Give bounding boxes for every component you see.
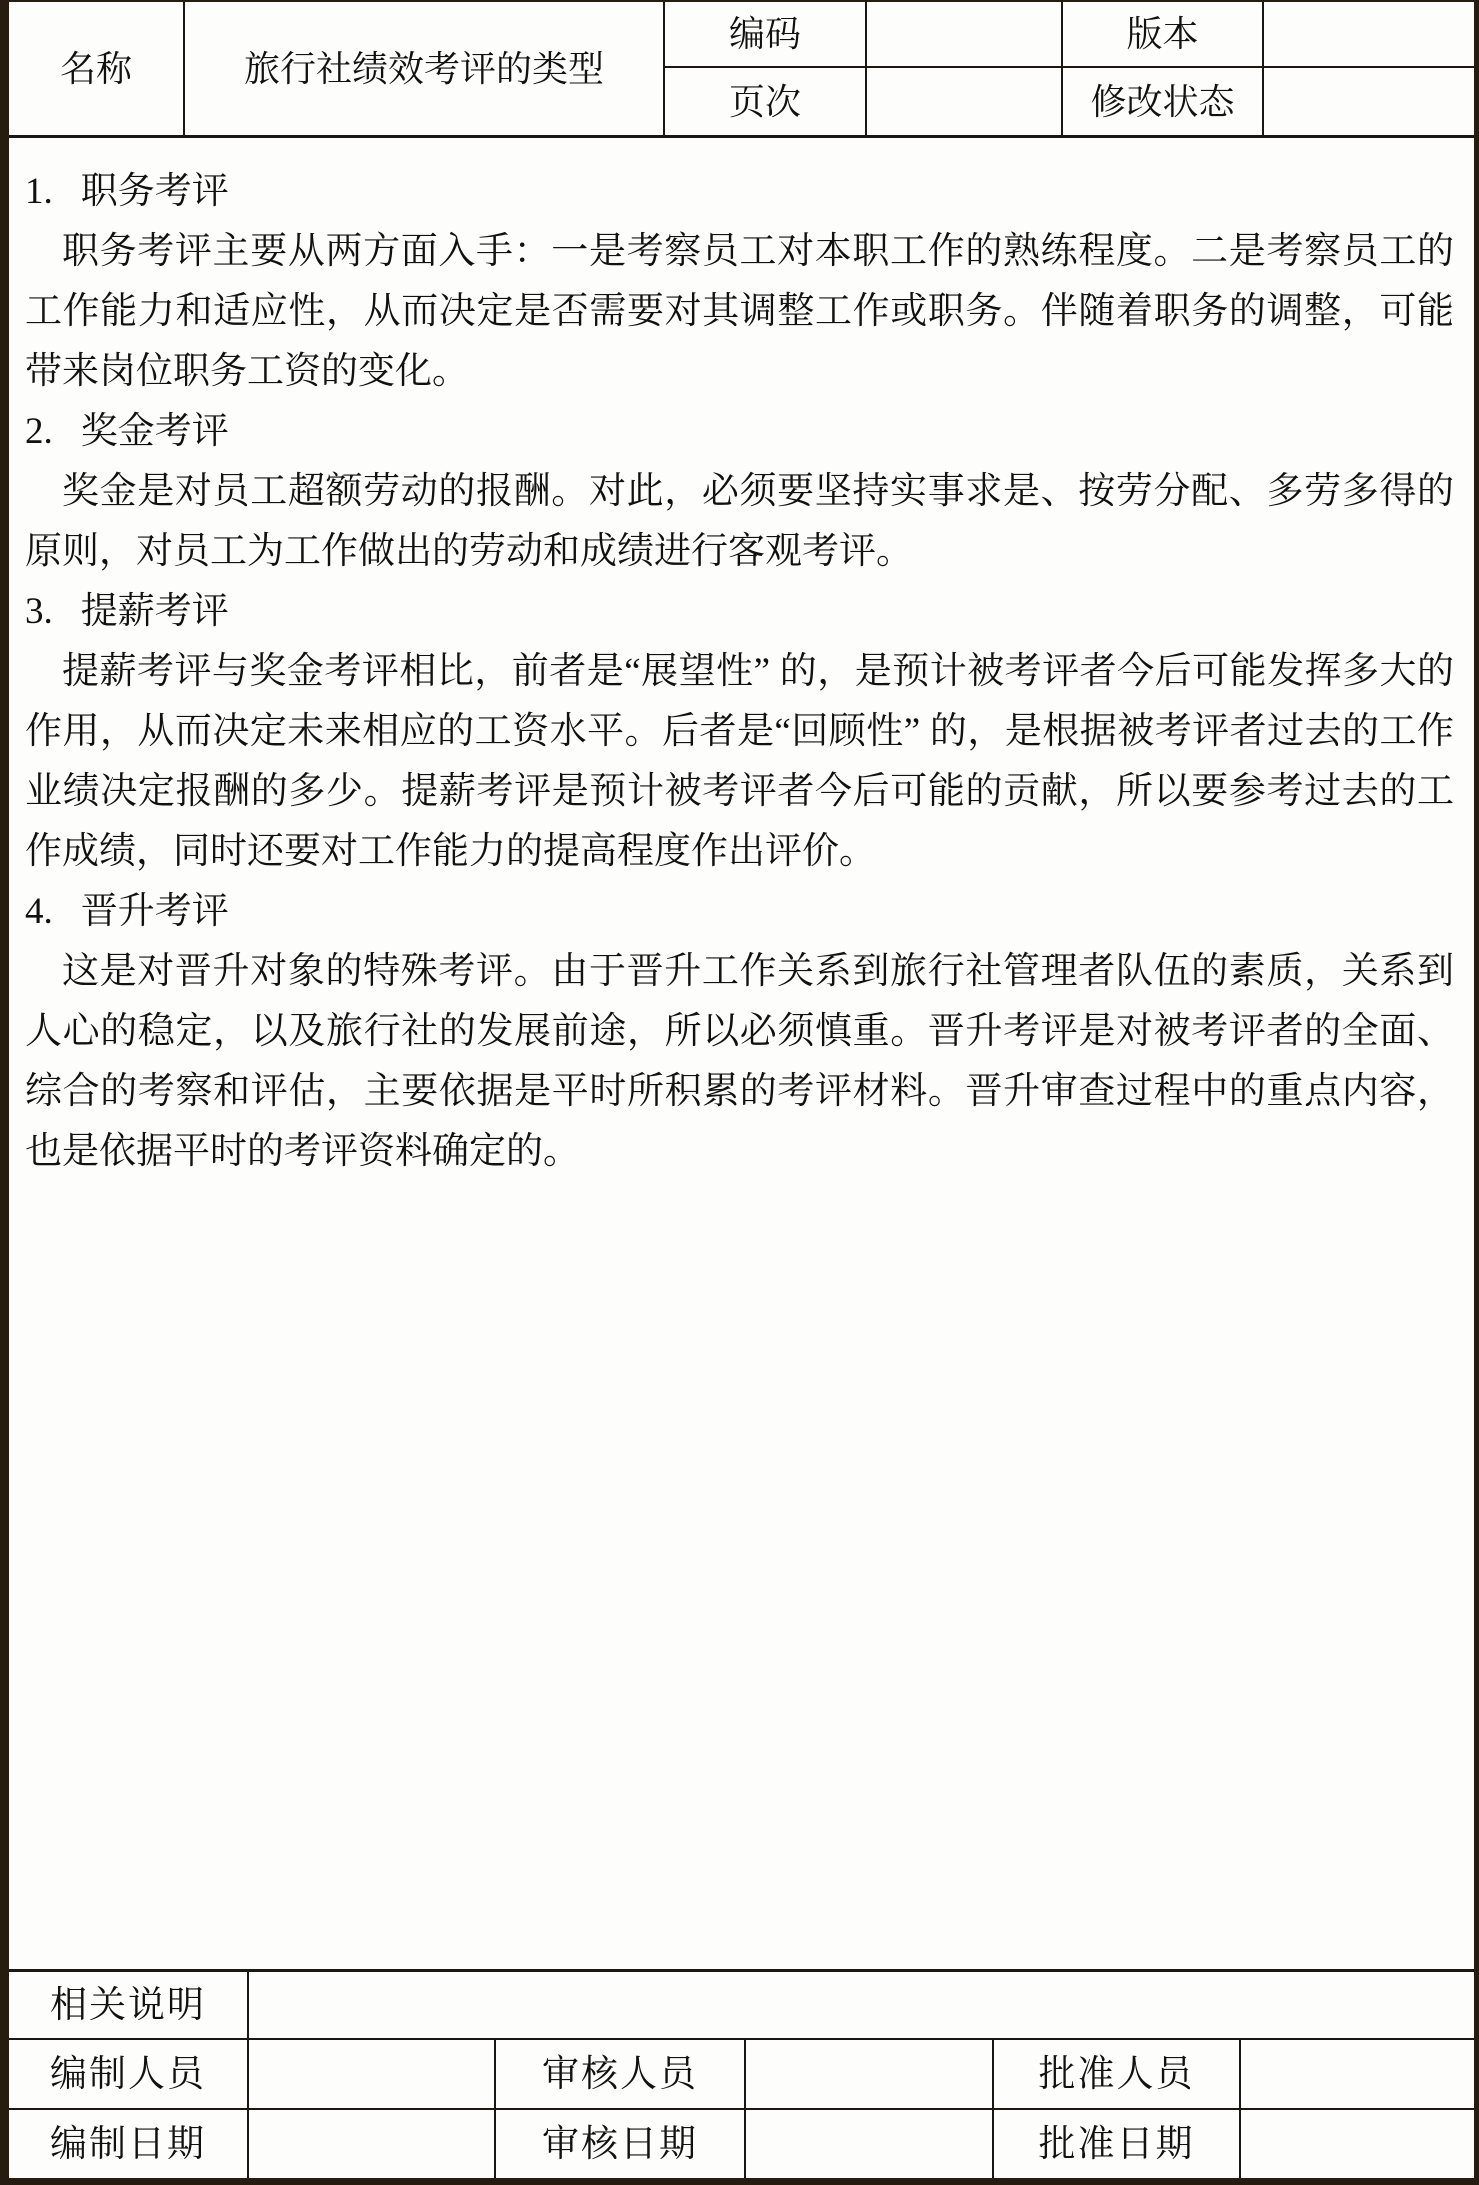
section-job-evaluation <box>25 162 1454 402</box>
reviewed-date-label: 审核日期 <box>542 2123 698 2165</box>
name-label: 名称 <box>59 48 132 89</box>
section-raise-evaluation <box>25 582 1454 882</box>
approved-date-label: 批准日期 <box>1038 2123 1195 2165</box>
name-label-cell <box>9 2 185 135</box>
prepared-by-label: 编制人员 <box>50 2053 206 2095</box>
document-title-cell <box>185 2 665 135</box>
section-heading <box>25 582 1454 642</box>
approved-date-value-cell <box>1241 2110 1474 2178</box>
version-label-cell <box>1063 2 1264 68</box>
approved-by-label: 批准人员 <box>1038 2053 1195 2095</box>
prepared-date-label: 编制日期 <box>50 2123 206 2165</box>
version-label: 版本 <box>1126 14 1199 54</box>
section-title: 职务考评 <box>80 171 229 212</box>
notes-value-cell <box>249 1972 1474 2040</box>
revision-status-label: 修改状态 <box>1090 81 1235 122</box>
code-label-cell <box>665 2 867 68</box>
prepared-date-value-cell <box>249 2110 496 2178</box>
approved-date-label-cell <box>994 2110 1241 2178</box>
page-title: 旅行社绩效考评的类型 <box>243 48 604 89</box>
section-number: 3. <box>25 591 53 632</box>
code-value-cell <box>867 2 1063 68</box>
section-title: 提薪考评 <box>80 591 229 632</box>
reviewed-date-value-cell <box>746 2110 994 2178</box>
section-number: 4. <box>25 891 53 932</box>
approved-by-label-cell <box>994 2040 1241 2110</box>
revision-value-cell <box>1264 68 1474 135</box>
prepared-by-value-cell <box>249 2040 496 2110</box>
reviewed-by-value-cell <box>746 2040 994 2110</box>
reviewed-by-label-cell <box>496 2040 746 2110</box>
notes-label-cell <box>9 1972 249 2040</box>
section-heading <box>25 882 1454 942</box>
document-body <box>9 138 1474 1969</box>
footer-table <box>9 1969 1474 2178</box>
section-title: 晋升考评 <box>80 891 229 932</box>
page-number-label: 页次 <box>728 81 801 122</box>
section-number: 2. <box>25 411 53 452</box>
section-promotion-evaluation <box>25 882 1454 1182</box>
revision-label-cell <box>1063 68 1264 135</box>
section-heading <box>25 402 1454 462</box>
section-heading <box>25 162 1454 222</box>
section-paragraph: 奖金是对员工超额劳动的报酬。对此，必须要坚持实事求是、按劳分配、多劳多得的原则，对员工为工作做出的劳动和成绩进行客观考评。 <box>25 471 1454 572</box>
section-bonus-evaluation <box>25 402 1454 582</box>
prepared-by-label-cell <box>9 2040 249 2110</box>
code-label: 编码 <box>728 14 801 54</box>
prepared-date-label-cell <box>9 2110 249 2178</box>
section-paragraph: 职务考评主要从两方面入手：一是考察员工对本职工作的熟练程度。二是考察员工的工作能力和适应性，从而决定是否需要对其调整工作或职务。伴随着职务的调整，可能带来岗位职务工资的变化。 <box>25 231 1454 392</box>
section-title: 奖金考评 <box>80 411 229 452</box>
header-table <box>9 2 1474 138</box>
reviewed-date-label-cell <box>496 2110 746 2178</box>
page-label-cell <box>665 68 867 135</box>
approved-by-value-cell <box>1241 2040 1474 2110</box>
notes-label: 相关说明 <box>50 1984 206 2026</box>
section-paragraph: 提薪考评与奖金考评相比，前者是“展望性” 的，是预计被考评者今后可能发挥多大的作用，从而决定未来相应的工资水平。后者是“回顾性” 的，是根据被考评者过去的工作业绩决定报酬的多少。提薪考评是预计被考评者今后可能的贡献，所以要参考过去的工作成绩，同时还要对工作能力的提高程度作出评价。 <box>25 651 1454 872</box>
section-number: 1. <box>25 171 53 212</box>
version-value-cell <box>1264 2 1474 68</box>
page-value-cell <box>867 68 1063 135</box>
section-paragraph: 这是对晋升对象的特殊考评。由于晋升工作关系到旅行社管理者队伍的素质，关系到人心的稳定，以及旅行社的发展前途，所以必须慎重。晋升考评是对被考评者的全面、综合的考察和评估，主要依据是平时所积累的考评材料。晋升审查过程中的重点内容，也是依据平时的考评资料确定的。 <box>25 951 1454 1172</box>
reviewed-by-label: 审核人员 <box>542 2053 698 2095</box>
